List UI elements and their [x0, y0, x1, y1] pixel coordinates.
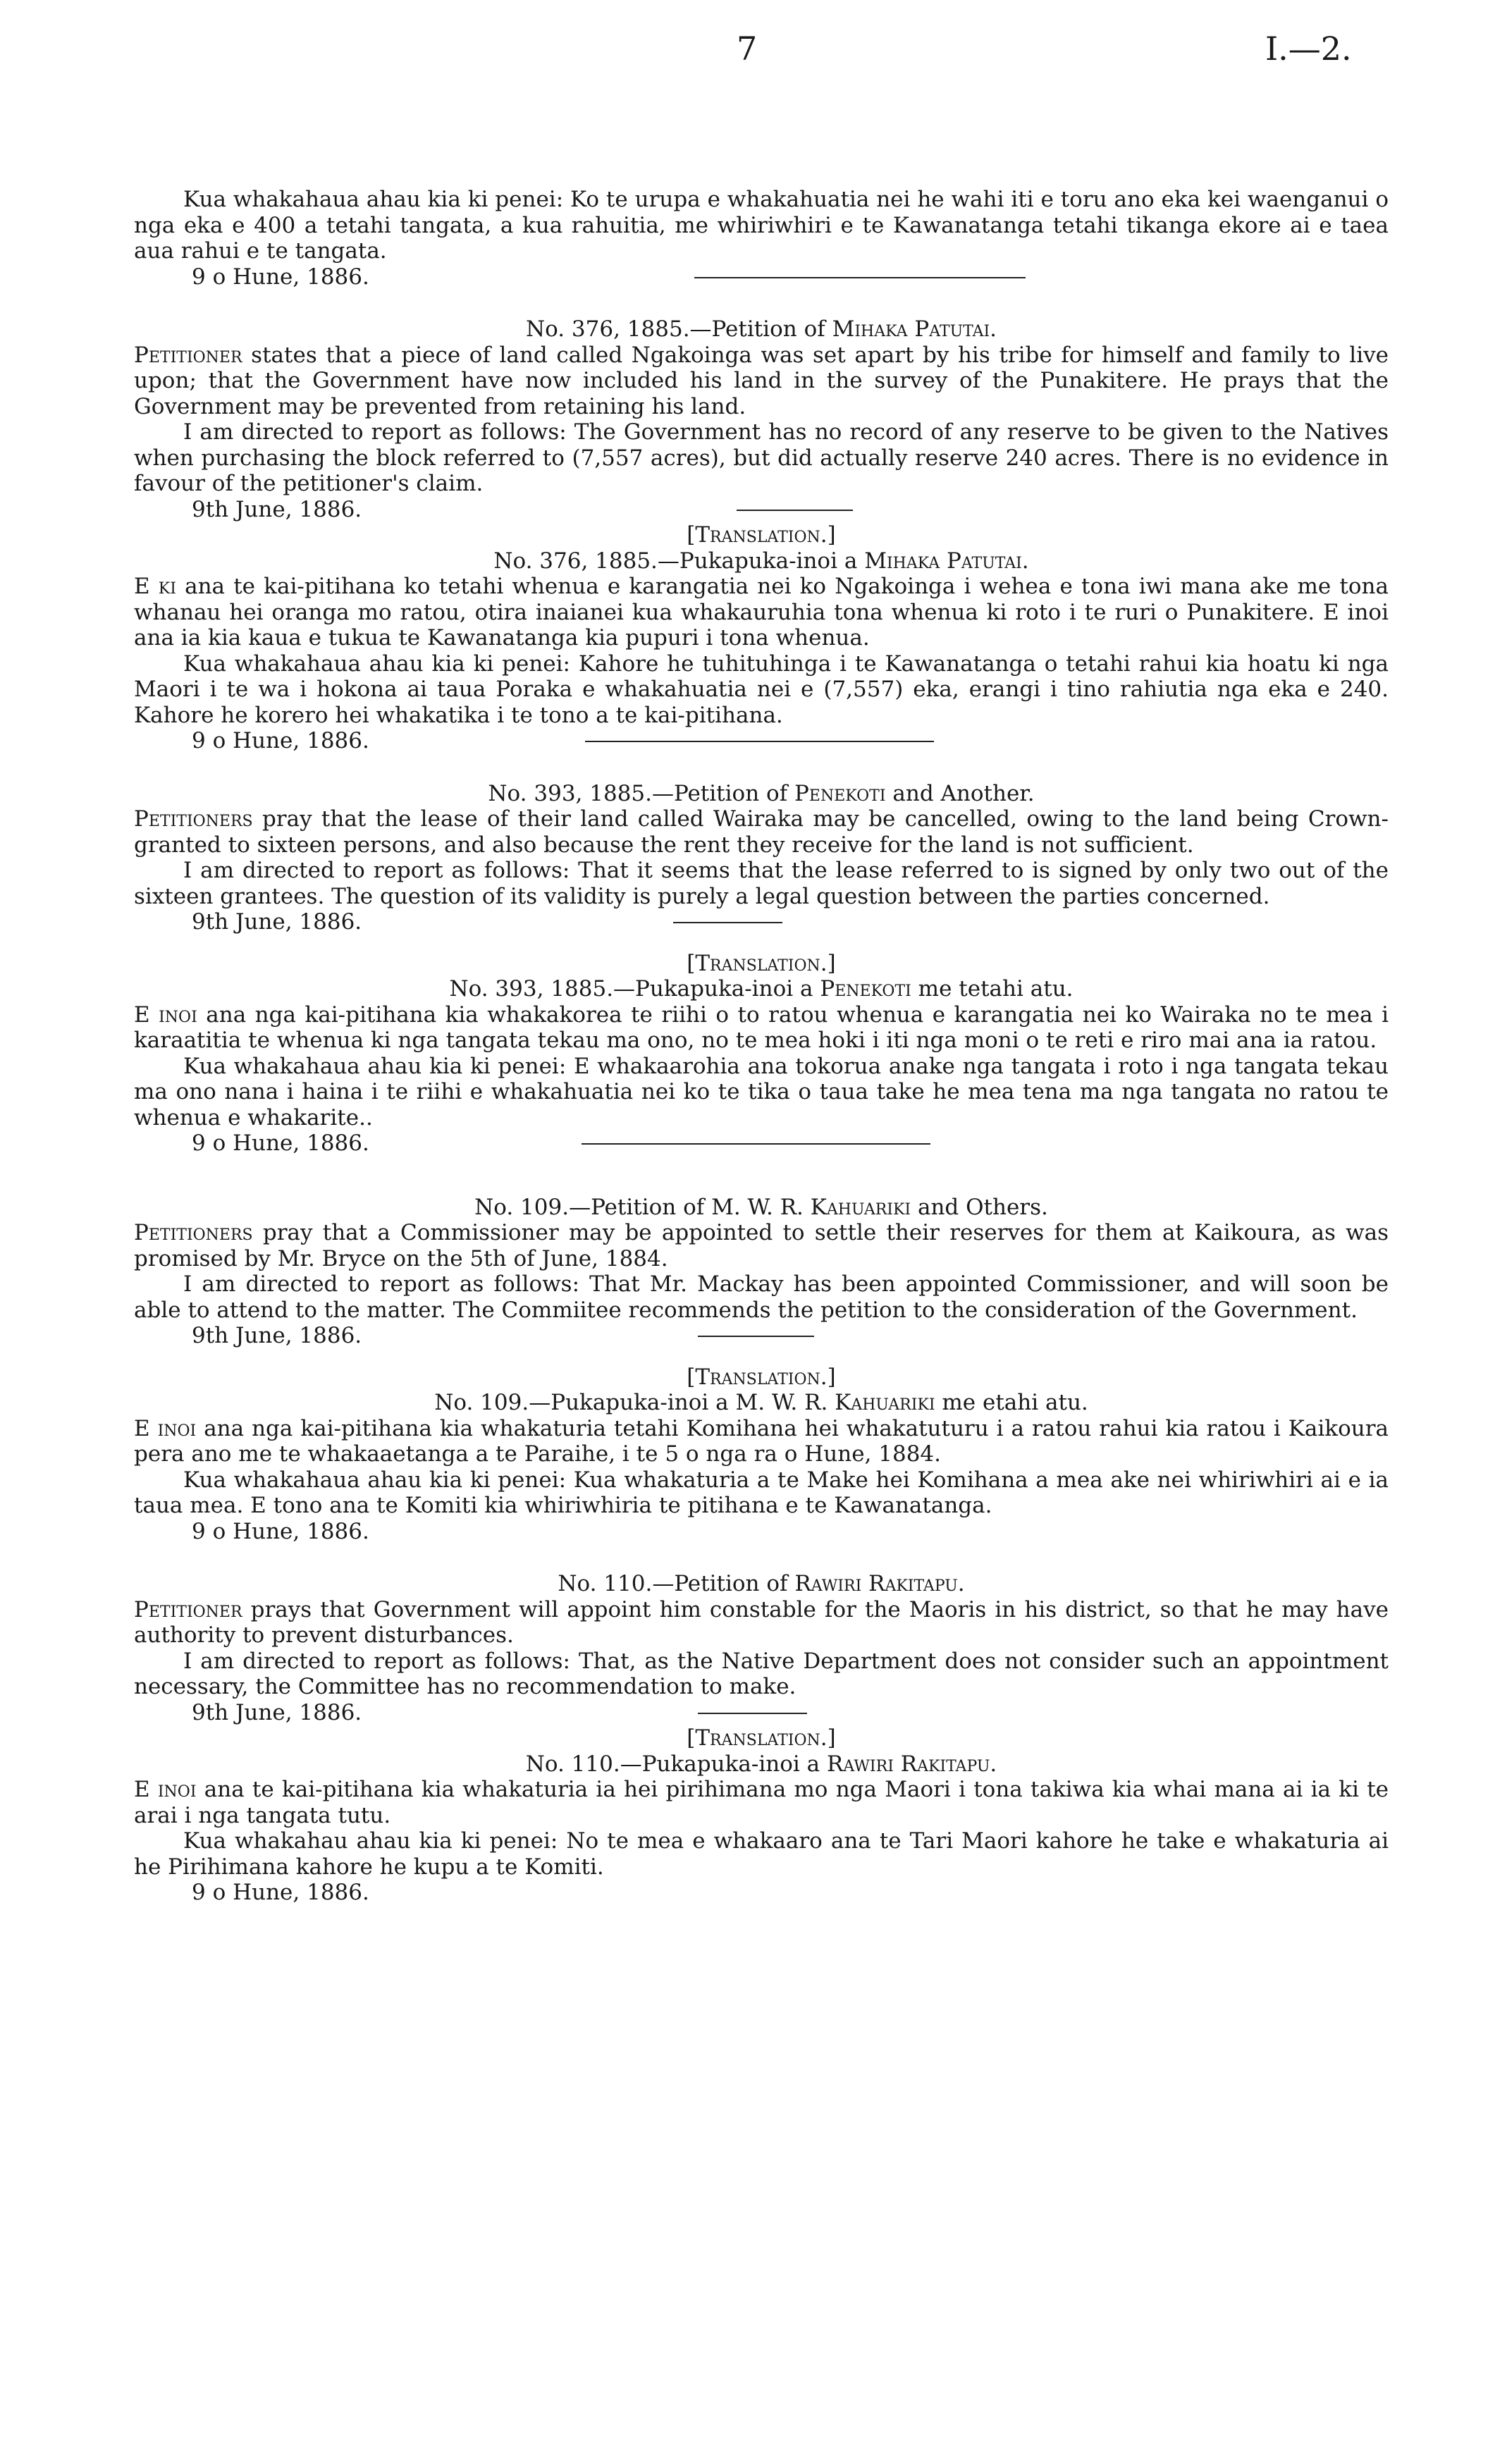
translation-date-row — [134, 1880, 1389, 1906]
report-paragraph: I am directed to report as follows: That, as the Native Department does not consider such an appointment necessary, the Committee has no recommendation to make. — [134, 1648, 1389, 1699]
translation-report: Kua whakahaua ahau kia ki penei: E whakaarohia ana tokorua anake nga tangata i roto i nga tangata tekau ma ono nana i haina i te riihi e whakahuatia nei ko te tika o taua take he mea tena ma nga tangata no ratou te whenua e whakarite.. — [134, 1053, 1389, 1131]
intro-date: 9 o Hune, 1886. — [192, 264, 369, 290]
translation-date-row — [134, 1131, 1389, 1157]
translation-report: Kua whakahaua ahau kia ki penei: Kua whakaturia a te Make hei Komihana a mea ake nei whiriwhiri ai e ia taua mea. E tono ana te Komiti kia whiriwhiria te pitihana e te Kawanatanga. — [134, 1467, 1389, 1518]
petition-paragraph: Petitioner prays that Government will appoint him constable for the Maoris in his district, so that he may have authority to prevent disturbances. — [134, 1596, 1389, 1648]
section-divider — [694, 277, 1026, 278]
translation-label: [Translation.] — [687, 522, 836, 548]
petition-title: No. 376, 1885.—Petition of Mihaka Patutai. — [525, 316, 997, 342]
petition-paragraph: Petitioners pray that the lease of their land called Wairaka may be cancelled, owing to the land being Crown-granted to sixteen persons, and also because the rent they receive for the land is not sufficient. — [134, 806, 1389, 858]
translation-paragraph: E ki ana te kai-pitihana ko tetahi whenua e karangatia nei ko Ngakoinga i wehea e tona iwi mana ake me tona whanau hei oranga mo ratou, otira inaianei kua whakauruhia tona whenua ki roto i te ruri o Punakitere. E inoi ana ia kia kaua e tukua te Kawanatanga kia pupuri i tona whenua. — [134, 574, 1389, 651]
document-body — [134, 187, 1389, 1906]
document-reference: I.—2. — [1265, 30, 1352, 68]
translation-date: 9 o Hune, 1886. — [192, 1131, 369, 1156]
petition-title: No. 109.—Petition of M. W. R. Kahuariki and Others. — [474, 1194, 1048, 1220]
intro-date-row — [134, 264, 1389, 290]
translation-title: No. 109.—Pukapuka-inoi a M. W. R. Kahuariki me etahi atu. — [434, 1390, 1088, 1415]
translation-paragraph: E inoi ana te kai-pitihana kia whakaturia ia hei pirihimana mo nga Maori i tona takiwa kia whai mana ai ia ki te arai i nga tangata tutu. — [134, 1777, 1389, 1828]
translation-date: 9 o Hune, 1886. — [192, 1880, 369, 1905]
translation-report: Kua whakahau ahau kia ki penei: No te mea e whakaaro ana te Tari Maori kahore he take e whakaturia ai he Pirihimana kahore he kupu a te Komiti. — [134, 1828, 1389, 1880]
translation-divider — [673, 922, 782, 923]
report-date: 9th June, 1886. — [192, 1323, 362, 1348]
translation-label: [Translation.] — [687, 1364, 836, 1390]
translation-report: Kua whakahaua ahau kia ki penei: Kahore he tuhituhinga i te Kawanatanga o tetahi rahui kia hoatu ki nga Maori i te wa i hokona ai taua Poraka e whakahuatia nei e (7,557) eka, erangi i tino rahiutia nga eka e 240. Kahore he korero hei whakatika i te tono a te kai-pitihana. — [134, 651, 1389, 728]
translation-title: No. 110.—Pukapuka-inoi a Rawiri Rakitapu. — [525, 1751, 997, 1777]
petition-paragraph: Petitioner states that a piece of land called Ngakoinga was set apart by his tribe for himself and family to live upon; that the Government have now included his land in the survey of the Punakitere. He prays that the Government may be prevented from retaining his land. — [134, 342, 1389, 419]
translation-label: [Translation.] — [687, 950, 836, 976]
report-date-row — [134, 1700, 1389, 1726]
report-paragraph: I am directed to report as follows: The Government has no record of any reserve to be given to the Natives when purchasing the block referred to (7,557 acres), but did actually reserve 240 acres. There is no evidence in favour of the petitioner's claim. — [134, 419, 1389, 496]
translation-paragraph: E inoi ana nga kai-pitihana kia whakaturia tetahi Komihana hei whakatuturu i a ratou rahui kia ratou i Kaikoura pera ano me te whakaaetanga a te Paraihe, i te 5 o nga ra o Hune, 1884. — [134, 1415, 1389, 1467]
translation-title: No. 393, 1885.—Pukapuka-inoi a Penekoti me tetahi atu. — [449, 976, 1074, 1002]
translation-date: 9 o Hune, 1886. — [192, 728, 369, 753]
translation-divider — [698, 1336, 814, 1337]
report-date: 9th June, 1886. — [192, 909, 362, 935]
translation-title: No. 376, 1885.—Pukapuka-inoi a Mihaka Patutai. — [493, 548, 1029, 574]
page-number: 7 — [737, 30, 758, 68]
report-date-row — [134, 1323, 1389, 1349]
section-divider — [585, 741, 934, 742]
intro-paragraph: Kua whakahaua ahau kia ki penei: Ko te urupa e whakahuatia nei he wahi iti e toru ano eka kei waenganui o nga eka e 400 a tetahi tangata, a kua rahuitia, me whiriwhiri e te Kawanatanga tetahi tikanga ekore ai e taea aua rahui e te tangata. — [134, 187, 1389, 264]
translation-label: [Translation.] — [687, 1725, 836, 1751]
translation-date-row — [134, 1519, 1389, 1545]
report-paragraph: I am directed to report as follows: That it seems that the lease referred to is signed by only two out of the sixteen grantees. The question of its validity is purely a legal question between the parties concerned. — [134, 858, 1389, 909]
petition-title: No. 393, 1885.—Petition of Penekoti and Another. — [488, 780, 1035, 806]
report-date-row — [134, 909, 1389, 935]
petition-title: No. 110.—Petition of Rawiri Rakitapu. — [558, 1571, 965, 1596]
report-date: 9th June, 1886. — [192, 496, 362, 522]
translation-date-row — [134, 728, 1389, 754]
translation-paragraph: E inoi ana nga kai-pitihana kia whakakorea te riihi o to ratou whenua e karangatia nei ko Wairaka no te mea i karaatitia te whenua ki nga tangata tekau ma ono, no te mea hoki i iti nga moni o te reti e riro mai ana ia ratou. — [134, 1002, 1389, 1053]
report-date: 9th June, 1886. — [192, 1699, 362, 1725]
translation-divider — [698, 1713, 807, 1714]
petition-paragraph: Petitioners pray that a Commissioner may be appointed to settle their reserves for them at Kaikoura, as was promised by Mr. Bryce on the 5th of June, 1884. — [134, 1220, 1389, 1271]
report-date-row — [134, 497, 1389, 523]
translation-divider — [737, 510, 853, 511]
page-header — [0, 21, 1507, 68]
translation-date: 9 o Hune, 1886. — [192, 1518, 369, 1544]
report-paragraph: I am directed to report as follows: That Mr. Mackay has been appointed Commissioner, and will soon be able to attend to the matter. The Commiitee recommends the petition to the consideration of the Government. — [134, 1271, 1389, 1323]
section-divider — [582, 1143, 930, 1145]
